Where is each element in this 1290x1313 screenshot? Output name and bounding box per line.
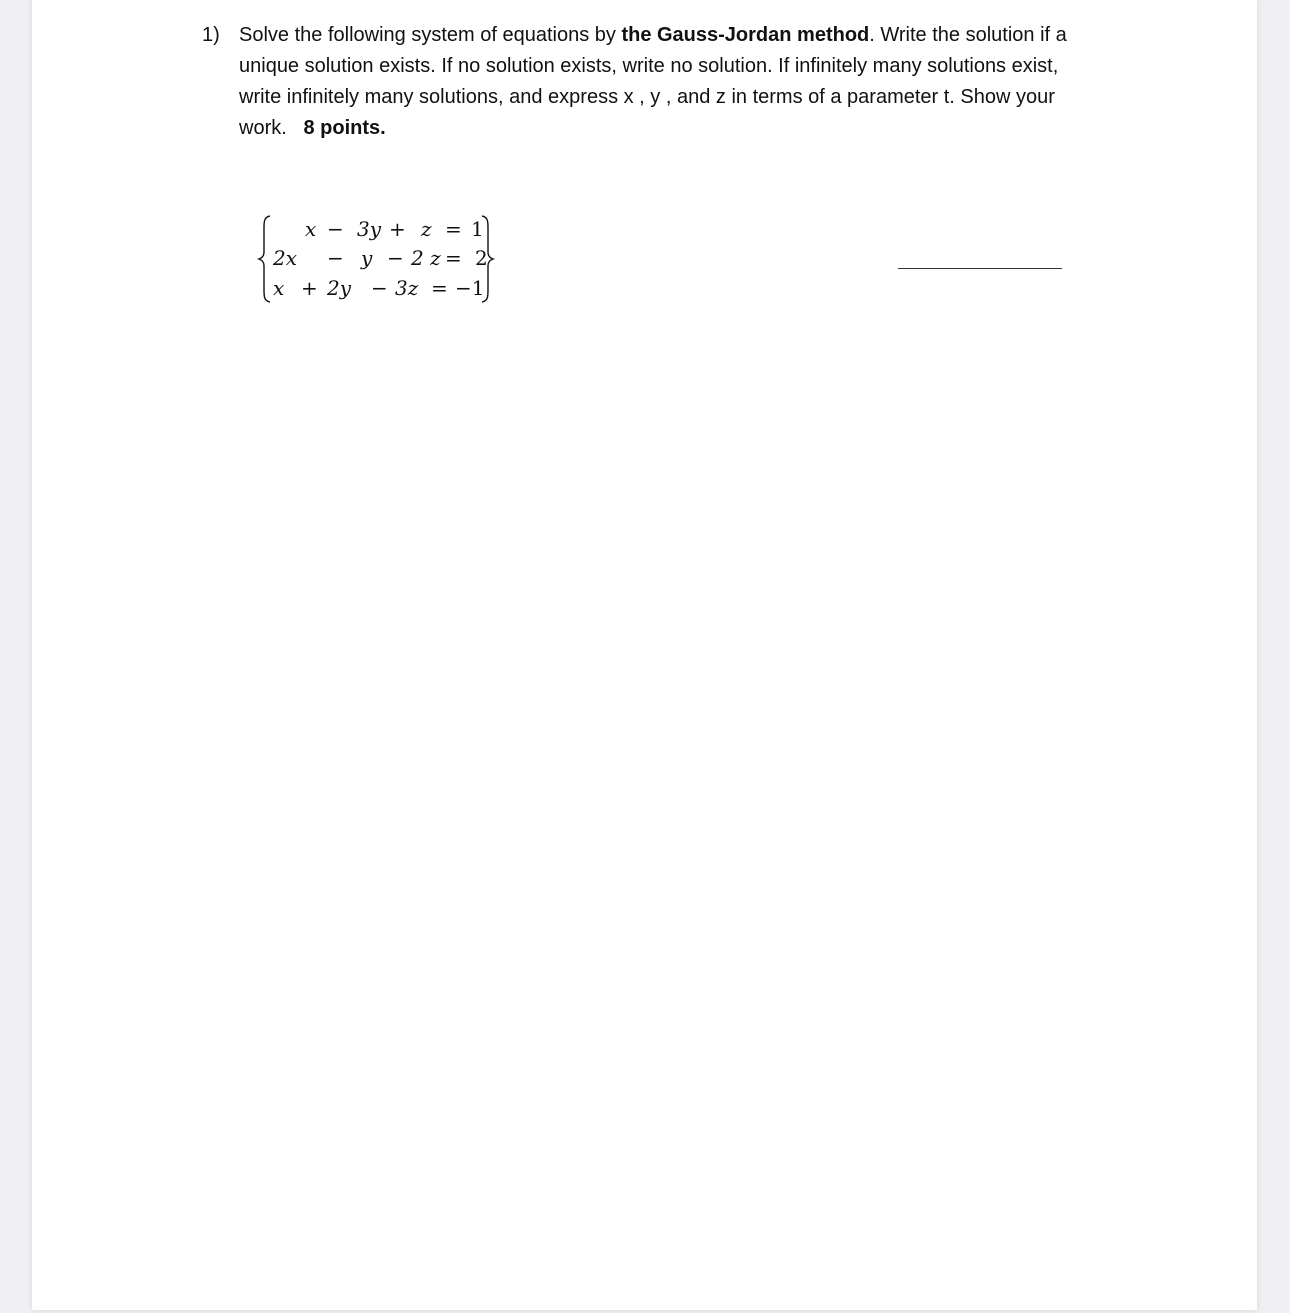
term-c: 3z [395,276,419,300]
term-a: x [305,217,317,241]
term-c: 2 z [411,246,441,270]
term-b: 2y [327,276,352,300]
answer-blank-line[interactable] [898,268,1062,269]
right-brace [479,214,495,304]
term-a: 2x [273,246,298,270]
equals-sign: = [445,217,462,241]
method-name: the Gauss-Jordan method [621,24,870,46]
operator-2: + [389,217,406,241]
rhs-value: −1 [455,276,485,300]
document-page [32,0,1257,1310]
term-b: y [361,246,373,270]
question-number: 1) [202,24,220,46]
points-label: 8 points. [303,117,386,139]
operator-1: − [327,217,344,241]
question-text-part1: Solve the following system of equations by [239,24,622,46]
left-brace [257,214,273,304]
operator-1: − [327,246,344,270]
equation-system [257,214,497,304]
rhs-value: 1 [471,217,484,241]
rhs-value: 2 [475,246,488,270]
term-a: x [273,276,285,300]
term-b: 3y [357,217,382,241]
operator-1: + [301,276,318,300]
operator-2: − [387,246,404,270]
question-text [239,20,1099,144]
operator-2: − [371,276,388,300]
question-text-part2: . Write the solution if a unique solution exists. If no solution exists, write no solution. If infinitely many solutions exist, write infinitely many solutions, and express x , y , and z in terms of a parameter t. Show your work. [239,24,1067,139]
term-c: z [421,217,432,241]
equals-sign: = [431,276,448,300]
equals-sign: = [445,246,462,270]
